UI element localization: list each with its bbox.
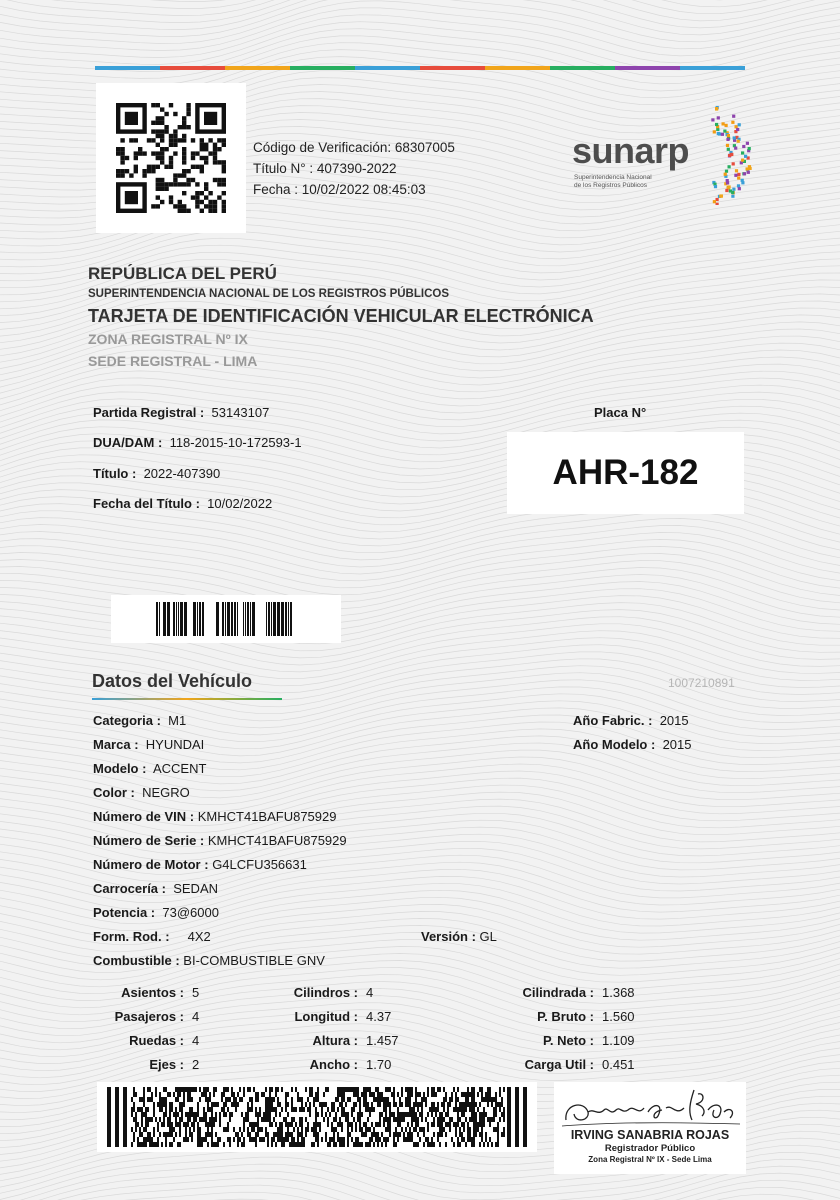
- title-underline: [92, 698, 282, 700]
- qr-code: [96, 83, 246, 233]
- pasajeros-spec: Pasajeros :: [114, 1009, 184, 1024]
- logo-subtitle-1: Superintendencia Nacional: [574, 174, 652, 181]
- logo-subtitle-2: de los Registros Públicos: [574, 182, 647, 189]
- carga-spec: Carga Util :: [524, 1057, 594, 1072]
- republica-title: REPÚBLICA DEL PERÚ: [88, 264, 277, 283]
- signer-role: Registrador Público: [604, 1143, 696, 1154]
- cilindrada-value: 1.368: [602, 985, 635, 1000]
- formrod-row: Form. Rod. : 4X2: [93, 929, 211, 944]
- placa-label: Placa N°: [594, 405, 647, 420]
- carga-value: 0.451: [602, 1057, 635, 1072]
- combustible-row: Combustible : BI-COMBUSTIBLE GNV: [93, 953, 325, 968]
- motor-row: Número de Motor : G4LCFU356631: [93, 857, 307, 872]
- pdf417-barcode: [97, 1082, 537, 1152]
- pneto-value: 1.109: [602, 1033, 635, 1048]
- carroceria-row: Carrocería : SEDAN: [93, 881, 219, 896]
- pneto-spec: P. Neto :: [542, 1033, 594, 1048]
- sunarp-logo-text: sunarp: [572, 130, 690, 171]
- asientos-spec: Asientos :: [121, 985, 184, 1000]
- fecha-titulo-row: Fecha del Título : 10/02/2022: [93, 496, 273, 511]
- ruedas-value: 4: [192, 1033, 200, 1048]
- small-barcode: [111, 595, 341, 643]
- signature-image: [554, 1082, 746, 1132]
- version-row: Versión : GL: [421, 929, 497, 944]
- issue-date: Fecha : 10/02/2022 08:45:03: [253, 182, 426, 197]
- pbruto-value: 1.560: [602, 1009, 635, 1024]
- pasajeros-value: 4: [192, 1009, 200, 1024]
- marca-row: Marca : HYUNDAI: [93, 737, 205, 752]
- pbruto-spec: P. Bruto :: [537, 1009, 594, 1024]
- superintendencia-title: SUPERINTENDENCIA NACIONAL DE LOS REGISTROS PÚBLICOS: [88, 288, 450, 300]
- placa-box: [507, 432, 744, 514]
- zona-title: ZONA REGISTRAL Nº IX: [88, 331, 248, 347]
- anofab-row: Año Fabric. : 2015: [573, 713, 689, 728]
- titulo-row: Título : 2022-407390: [93, 466, 221, 481]
- signer-zone: Zona Registral Nº IX - Sede Lima: [588, 1155, 712, 1164]
- cilindrada-spec: Cilindrada :: [522, 985, 594, 1000]
- altura-value: 1.457: [366, 1033, 399, 1048]
- serie-row: Número de Serie : KMHCT41BAFU875929: [93, 833, 347, 848]
- cilindros-value: 4: [366, 985, 374, 1000]
- asientos-value: 5: [192, 985, 200, 1000]
- signature-block: [554, 1082, 746, 1174]
- document-code: 1007210891: [668, 676, 735, 690]
- verification-code: Código de Verificación: 68307005: [253, 140, 455, 155]
- anomod-row: Año Modelo : 2015: [573, 737, 692, 752]
- sunarp-logo: [572, 100, 762, 205]
- title-number: Título N° : 407390-2022: [253, 161, 397, 176]
- longitud-value: 4.37: [366, 1009, 392, 1024]
- potencia-row: Potencia : 73@6000: [93, 905, 219, 920]
- datos-vehiculo-title: Datos del Vehículo: [92, 671, 253, 691]
- partida-row: Partida Registral : 53143107: [93, 405, 270, 420]
- ancho-value: 1.70: [366, 1057, 392, 1072]
- ruedas-spec: Ruedas :: [129, 1033, 184, 1048]
- sede-title: SEDE REGISTRAL - LIMA: [88, 353, 258, 369]
- ancho-spec: Ancho :: [309, 1057, 358, 1072]
- cilindros-spec: Cilindros :: [293, 985, 358, 1000]
- dua-row: DUA/DAM : 118-2015-10-172593-1: [93, 435, 302, 450]
- ejes-value: 2: [192, 1057, 200, 1072]
- color-row: Color : NEGRO: [93, 785, 190, 800]
- modelo-row: Modelo : ACCENT: [93, 761, 207, 776]
- placa-number: AHR-182: [552, 453, 699, 492]
- altura-spec: Altura :: [312, 1033, 358, 1048]
- vin-row: Número de VIN : KMHCT41BAFU875929: [93, 809, 337, 824]
- color-bar: [95, 66, 745, 70]
- ejes-spec: Ejes :: [149, 1057, 184, 1072]
- signer-name: IRVING SANABRIA ROJAS: [570, 1128, 730, 1142]
- longitud-spec: Longitud :: [294, 1009, 358, 1024]
- tarjeta-title: TARJETA DE IDENTIFICACIÓN VEHICULAR ELECTRÓNICA: [88, 306, 594, 326]
- categoria-row: Categoria : M1: [93, 713, 187, 728]
